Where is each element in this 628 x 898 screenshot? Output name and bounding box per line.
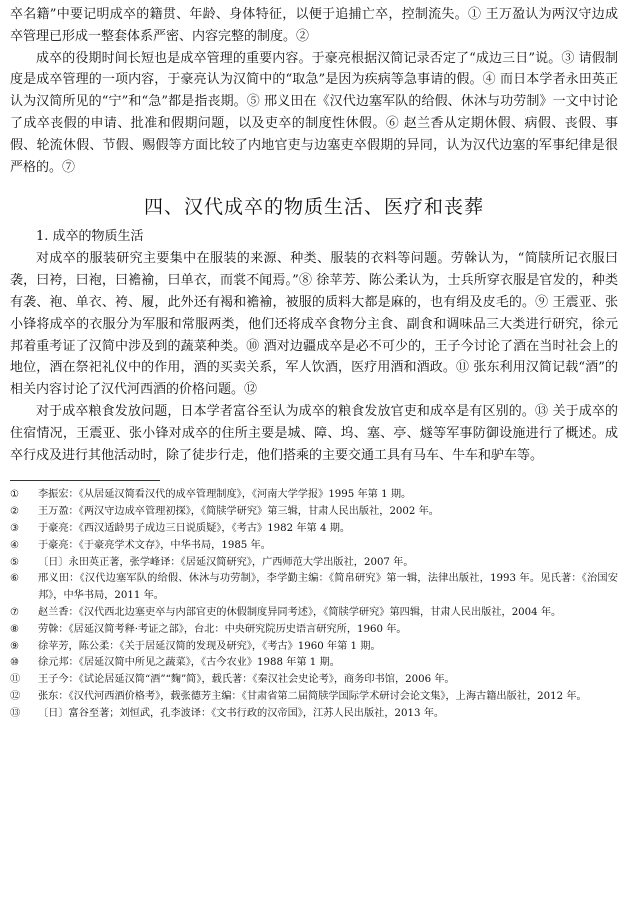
footnote-number: ⑬ [10,707,21,719]
footnote-text: 〔日〕富谷至著；刘恒武，孔李波译：《文书行政的汉帝国》，江苏人民出版社，2013 年。 [38,707,445,719]
footnotes [10,487,618,722]
footnote-number: ⑤ [10,556,20,568]
footnote-item [10,706,618,723]
footnote-item [10,689,618,706]
footnote-text: 徐元邦：《居延汉简中所见之蔬菜》，《古今农业》1988 年第 1 期。 [38,657,340,669]
footnote-text: 劳榦：《居延汉简考释·考证之部》，台北：中央研究院历史语言研究所，1960 年。 [38,623,407,635]
footnote-item [10,655,618,672]
body-paragraph: 卒名籍”中要记明成卒的籍贯、年龄、身体特征，以便于追捕亡卒，控制流失。① 王万盈认为两汉守边成卒管理已形成一整套体系严密、内容完整的制度。② [10,7,618,44]
footnote-item [10,605,618,622]
footnote-item [10,504,618,521]
footnote-number: ⑦ [10,606,20,618]
footnote-number: ④ [10,539,20,551]
footnote-number: ② [10,506,20,518]
footnote-divider [10,480,160,481]
footnote-text: 徐苹芳，陈公柔：《关于居延汉简的发现及研究》，《考古》1960 年第 1 期。 [38,640,381,652]
footnote-text: 王万盈：《两汉守边成卒管理初探》，《简牍学研究》第三辑，甘肃人民出版社，2002 年。 [38,506,439,518]
footnote-item [10,521,618,538]
footnote-item [10,672,618,689]
footnote-number: ⑥ [10,573,20,585]
footnote-item [10,639,618,656]
subsection-heading: 1. 成卒的物质生活 [36,229,144,245]
footnote-number: ⑧ [10,623,20,635]
footnote-text: 于豪亮：《于豪亮学术文存》，中华书局，1985 年。 [38,539,271,551]
body-paragraph: 成卒的役期时间长短也是成卒管理的重要内容。于豪亮根据汉简记录否定了“成边三日”说。③ 请假制度是成卒管理的一项内容，于豪亮认为汉简中的“取急”是因为疾病等急事请的假。④ 而日本学者永田英正认为汉简所见的“宁”和“急”都是指丧期。⑤ 邢义田在《汉代边塞军队的给假、休沐与功劳制》一文中讨论了成卒丧假的申请、批准和假期问题，以及吏卒的制度性休假。⑥ 赵兰香从定期休假、病假、丧假、事假、轮流休假、节假、赐假等方面比较了内地官吏与边塞吏卒假期的异同，认为汉代边塞的军事纪律是很严格的。⑦ [10,50,618,175]
footnote-text: 于豪亮：《西汉适龄男子成边三日说质疑》，《考古》1982 年第 4 期。 [38,522,351,534]
footnote-item [10,622,618,639]
footnote-item [10,571,618,605]
footnote-text: 张东：《汉代河西酒价格考》，载张德芳主编：《甘肃省第二届简牍学国际学术研讨会论文集》，上海古籍出版社，2012 年。 [38,690,587,702]
footnote-item [10,538,618,555]
footnote-number: ③ [10,522,20,534]
main-text [10,4,618,466]
footnote-number: ⑩ [10,657,20,669]
footnote-number: ① [10,489,20,501]
footnote-text: 李振宏：《从居延汉简看汉代的成卒管理制度》，《河南大学学报》1995 年第 1 期。 [38,489,412,501]
footnote-text: 王子今：《试论居延汉简“酒”“麴”简》，载氏著：《秦汉社会史论考》，商务印书馆，2006 年。 [38,674,455,686]
footnote-number: ⑫ [10,690,21,702]
footnote-text: 〔日〕永田英正著，张学峰译：《居延汉简研究》，广西师范大学出版社，2007 年。 [38,556,414,568]
body-paragraph: 对成卒的服装研究主要集中在服装的来源、种类、服装的衣料等问题。劳榦认为，“简牍所记衣服曰袭，曰袴，曰袍，曰襜褕，曰单衣，而裳不闻焉。”⑧ 徐苹芳、陈公柔认为，士兵所穿衣服是官发的，种类有袭、袍、单衣、袴、履，此外还有褐和襜褕，被服的质料大都是麻的，也有绢及皮毛的。⑨ 王震亚、张小锋将成卒的衣服分为军服和常服两类，他们还将成卒食物分主食、副食和调味品三大类进行研究，徐元邦着重考证了汉简中涉及到的蔬菜种类。⑩ 酒对边疆成卒是必不可少的，王子今讨论了酒在当时社会上的地位，酒在祭祀礼仪中的作用，酒的买卖关系，军人饮酒，医疗用酒和酒政。⑪ 张东利用汉简记载“酒”的相关内容讨论了汉代河西酒的价格问题。⑫ [10,251,618,398]
footnote-item [10,487,618,504]
footnote-number: ⑨ [10,640,20,652]
section-heading: 四、汉代成卒的物质生活、医疗和丧葬 [143,196,484,219]
footnote-item [10,555,618,572]
footnote-text: 赵兰香：《汉代西北边塞吏卒与内部官吏的休假制度异同考述》，《简牍学研究》第四辑，甘肃人民出版社，2004 年。 [38,606,562,618]
footnote-number: ⑪ [10,674,21,686]
body-paragraph: 对于成卒粮食发放问题，日本学者富谷至认为成卒的粮食发放官吏和成卒是有区别的。⑬ 关于成卒的住宿情况，王震亚、张小锋对成卒的住所主要是城、障、坞、塞、亭、燧等军事防御设施进行了概述。成卒行戍及进行其他活动时，除了徒步行走，他们搭乘的主要交通工具有马车、牛车和驴车等。 [10,403,618,463]
footnote-text: 邢义田：《汉代边塞军队的给假、休沐与功劳制》，李学勤主编：《简帛研究》第一辑，法律出版社，1993 年。见氏著：《治国安邦》，中华书局，2011 年。 [38,573,618,602]
